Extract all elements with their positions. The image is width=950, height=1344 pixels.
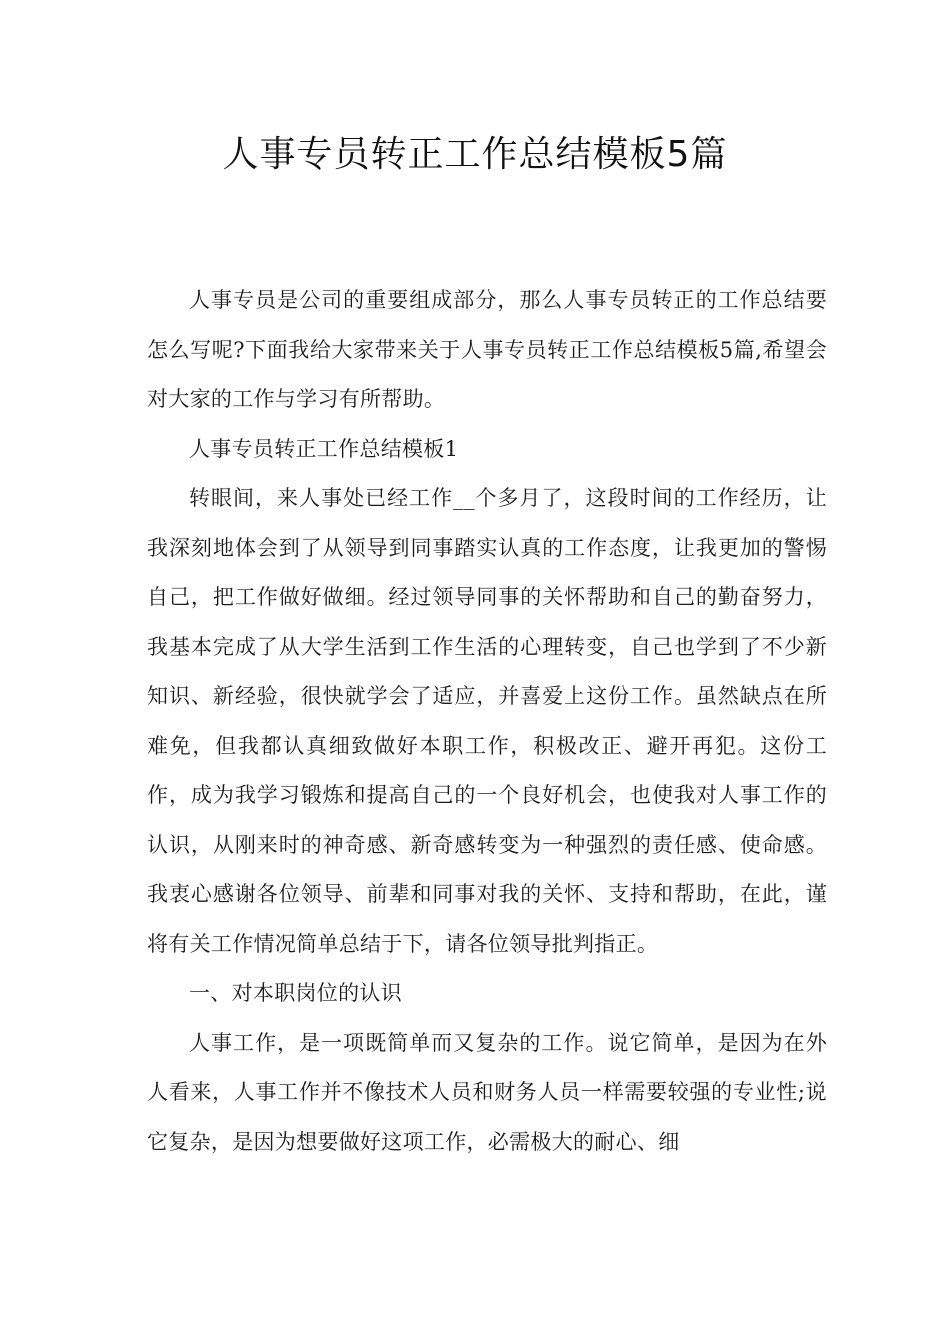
document-title: 人事专员转正工作总结模板5篇	[222, 134, 728, 175]
body-paragraph: 人事工作，是一项既简单而又复杂的工作。说它简单，是因为在外人看来，人事工作并不像技术人员和财务人员一样需要较强的专业性;说它复杂，是因为想要做好这项工作，必需极大的耐心、细	[147, 1030, 827, 1154]
section-heading-role-understanding: 一、对本职岗位的认识	[189, 981, 402, 1005]
intro-paragraph: 人事专员是公司的重要组成部分，那么人事专员转正的工作总结要怎么写呢?下面我给大家带来关于人事专员转正工作总结模板5篇,希望会对大家的工作与学习有所帮助。	[147, 288, 827, 411]
section-heading-template-1: 人事专员转正工作总结模板1	[189, 436, 459, 461]
body-paragraph: 转眼间，来人事处已经工作__个多月了，这段时间的工作经历，让我深刻地体会到了从领导到同事踏实认真的工作态度，让我更加的警惕自己，把工作做好做细。经过领导同事的关怀帮助和自己的勤奋努力，我基本完成了从大学生活到工作生活的心理转变，自己也学到了不少新知识、新经验，很快就学会了适应，并喜爱上这份工作。虽然缺点在所难免，但我都认真细致做好本职工作，积极改正、避开再犯。这份工作，成为我学习锻炼和提高自己的一个良好机会，也使我对人事工作的认识，从刚来时的神奇感、新奇感转变为一种强烈的责任感、使命感。我衷心感谢各位领导、前辈和同事对我的关怀、支持和帮助，在此，谨将有关工作情况简单总结于下，请各位领导批判指正。	[147, 486, 827, 956]
document-body	[147, 276, 827, 1167]
